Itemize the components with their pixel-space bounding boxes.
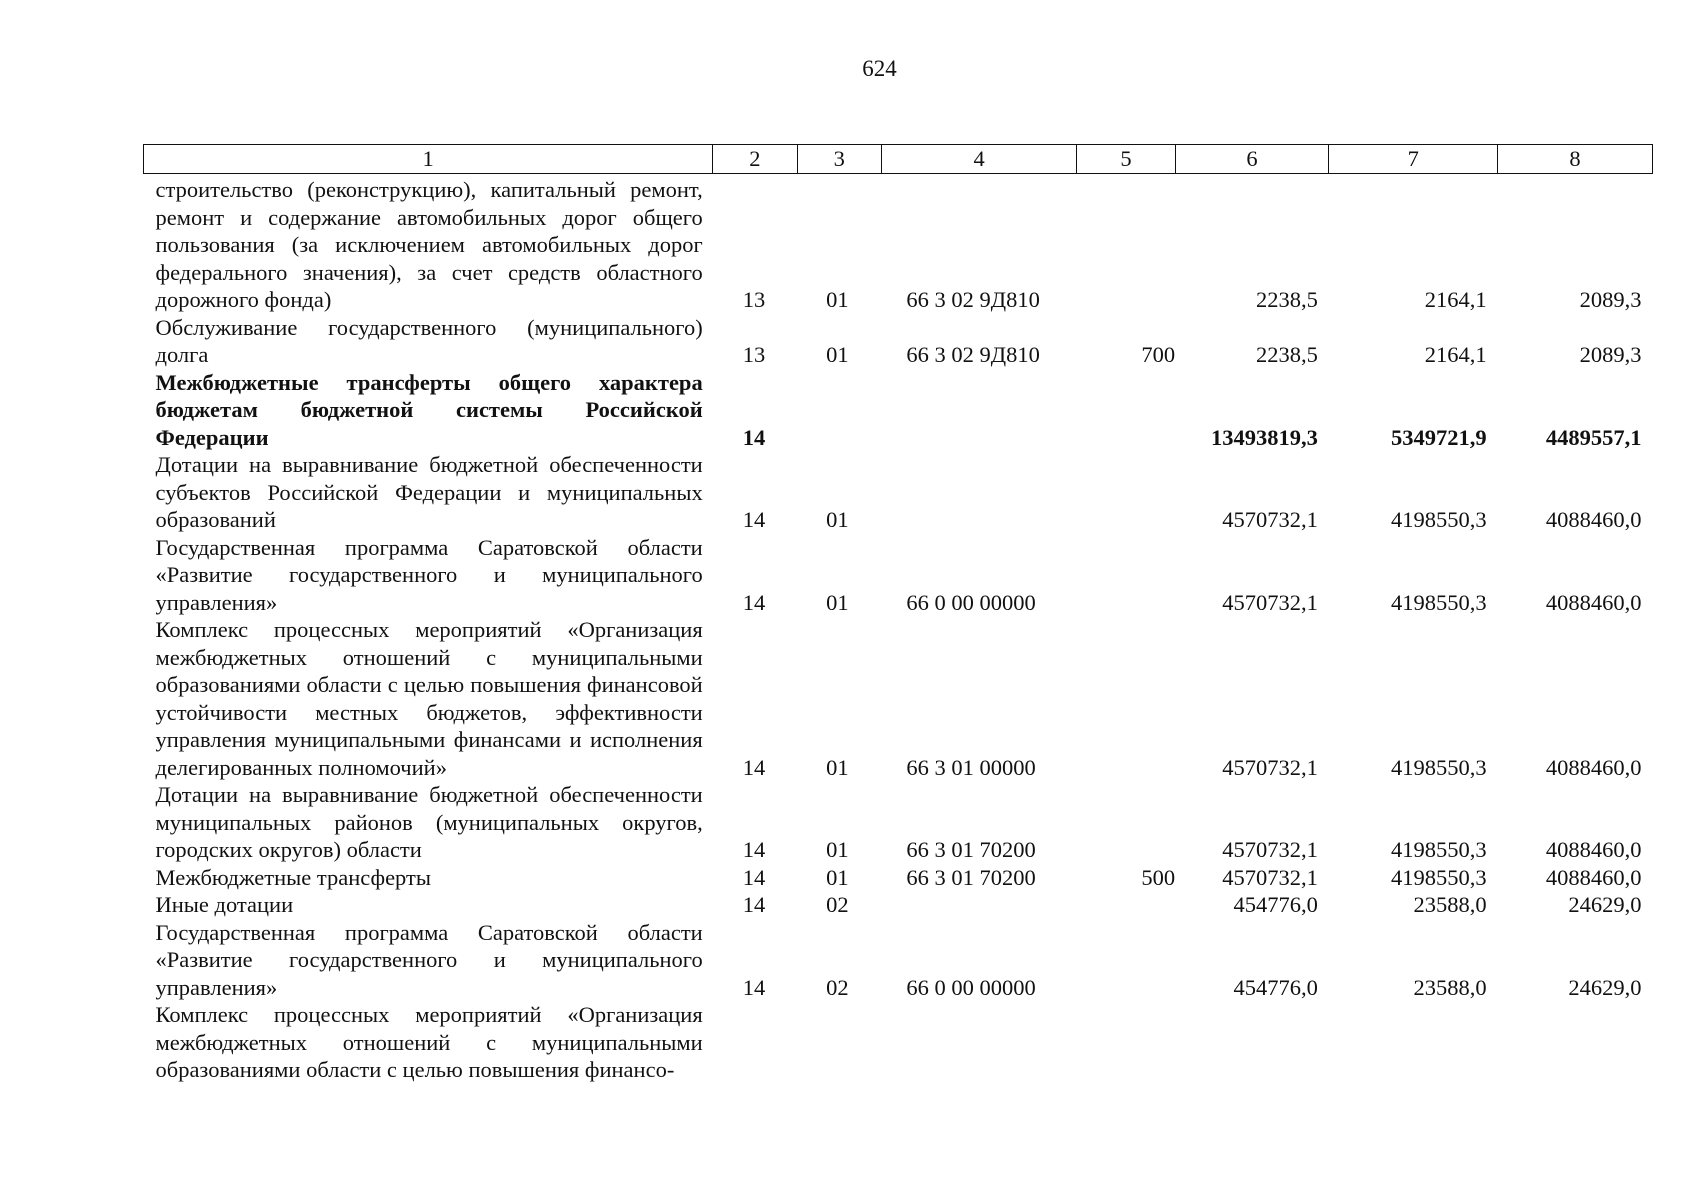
row-value-col8: 4088460,0 [1545, 754, 1642, 780]
table-row [144, 891, 1653, 919]
row-value-col6: 454776,0 [1233, 892, 1318, 917]
row-value-col6: 4570732,1 [1222, 589, 1318, 615]
budget-table [143, 144, 1653, 1084]
row-name: Комплекс процессных мероприятий «Организация межбюджетных отношений с муниципальными образованиями области с целью повышения финансовой устойчивости местных бюджетов, эффективности управления муниципальными финансами и исполнения делегированных полномочий» [155, 617, 703, 780]
row-target-code [881, 451, 1076, 534]
row-section: 14 [742, 974, 766, 1000]
row-subsection: 01 [826, 837, 849, 862]
column-header-2: 2 [713, 145, 797, 174]
column-header-6: 6 [1175, 145, 1329, 174]
row-name: Иные дотации [155, 892, 294, 917]
row-value-col8: 4088460,0 [1545, 507, 1642, 532]
row-section: 14 [742, 754, 766, 780]
column-header-3: 3 [797, 145, 881, 174]
table-row [144, 176, 1653, 314]
row-value-col7: 23588,0 [1413, 892, 1487, 917]
row-expense-type [1077, 616, 1175, 781]
row-target-code: 66 3 01 70200 [906, 864, 1036, 890]
column-header-5: 5 [1077, 145, 1175, 174]
table-body [144, 174, 1653, 1084]
row-expense-type: 500 [1141, 864, 1176, 890]
row-name: Дотации на выравнивание бюджетной обеспеченности муниципальных районов (муниципальных округов, городских округов) области [155, 782, 703, 862]
table-row [144, 369, 1653, 452]
row-value-col8: 4088460,0 [1545, 837, 1642, 862]
row-section: 14 [742, 589, 766, 615]
row-value-col8 [1498, 1001, 1653, 1084]
row-expense-type [1077, 176, 1175, 314]
row-value-col8: 4489557,1 [1545, 424, 1642, 450]
row-name: Межбюджетные трансферты общего характера бюджетам бюджетной системы Российской Федерации [155, 369, 703, 450]
row-value-col6: 2238,5 [1256, 342, 1318, 367]
row-subsection: 01 [826, 287, 849, 312]
row-value-col6: 4570732,1 [1222, 837, 1318, 862]
row-value-col6: 13493819,3 [1211, 424, 1318, 450]
row-section [713, 1001, 797, 1084]
table-row [144, 781, 1653, 864]
page-number: 624 [862, 56, 897, 81]
row-target-code: 66 0 00 00000 [906, 974, 1036, 1000]
row-value-col7: 4198550,3 [1390, 754, 1487, 780]
row-value-col6: 4570732,1 [1222, 754, 1318, 780]
row-value-col8: 2089,3 [1579, 342, 1642, 367]
row-target-code: 66 0 00 00000 [906, 589, 1036, 615]
row-value-col6: 4570732,1 [1222, 864, 1318, 890]
row-subsection: 01 [826, 507, 849, 532]
row-target-code [881, 891, 1076, 919]
row-subsection: 01 [826, 754, 849, 780]
row-expense-type [1077, 369, 1175, 452]
row-value-col6: 454776,0 [1233, 974, 1318, 1000]
row-name: строительство (реконструкцию), капитальный ремонт, ремонт и содержание автомобильных дорог общего пользования (за исключением автомобильных дорог федерального значения), за счет средств областного дорожного фонда) [155, 177, 703, 312]
row-value-col6: 2238,5 [1256, 287, 1318, 312]
row-name: Обслуживание государственного (муниципального) долга [155, 314, 703, 367]
row-section: 14 [742, 892, 766, 917]
row-value-col7: 5349721,9 [1390, 424, 1487, 450]
row-target-code [881, 369, 1076, 452]
row-expense-type [1077, 891, 1175, 919]
column-header-7: 7 [1329, 145, 1498, 174]
row-subsection: 02 [826, 974, 849, 1000]
row-value-col8: 24629,0 [1568, 974, 1642, 1000]
row-section: 13 [742, 342, 766, 367]
row-target-code [881, 1001, 1076, 1084]
table-row [144, 451, 1653, 534]
row-subsection: 01 [826, 864, 849, 890]
row-subsection: 01 [826, 589, 849, 615]
row-value-col6 [1175, 1001, 1329, 1084]
row-name: Государственная программа Саратовской области «Развитие государственного и муниципального управления» [155, 919, 703, 1000]
row-expense-type [1077, 451, 1175, 534]
row-value-col8: 2089,3 [1579, 287, 1642, 312]
row-section: 14 [742, 837, 766, 862]
table-row [144, 864, 1653, 892]
column-header-4: 4 [881, 145, 1076, 174]
row-section: 14 [742, 507, 766, 532]
row-name: Дотации на выравнивание бюджетной обеспеченности субъектов Российской Федерации и муниципальных образований [155, 452, 703, 532]
row-name: Государственная программа Саратовской области «Развитие государственного и муниципального управления» [155, 534, 703, 615]
row-value-col7: 4198550,3 [1390, 837, 1487, 862]
row-section: 13 [742, 287, 766, 312]
row-target-code: 66 3 01 00000 [906, 754, 1036, 780]
row-value-col7 [1329, 1001, 1498, 1084]
row-section: 14 [742, 424, 766, 450]
row-value-col7: 2164,1 [1424, 287, 1487, 312]
row-expense-type [1077, 534, 1175, 617]
row-value-col8: 24629,0 [1568, 892, 1642, 917]
row-value-col7: 4198550,3 [1390, 864, 1487, 890]
column-header-8: 8 [1498, 145, 1653, 174]
row-expense-type [1077, 1001, 1175, 1084]
table-row [144, 919, 1653, 1002]
row-value-col8: 4088460,0 [1545, 864, 1642, 890]
row-expense-type [1077, 919, 1175, 1002]
row-subsection: 02 [826, 892, 849, 917]
table-row [144, 1001, 1653, 1084]
header-row [144, 145, 1653, 174]
row-expense-type [1077, 781, 1175, 864]
row-value-col8: 4088460,0 [1545, 589, 1642, 615]
row-target-code: 66 3 02 9Д810 [906, 342, 1040, 367]
table-row [144, 314, 1653, 369]
row-target-code: 66 3 02 9Д810 [906, 287, 1040, 312]
row-expense-type: 700 [1141, 342, 1176, 367]
row-name: Комплекс процессных мероприятий «Организация межбюджетных отношений с муниципальными образованиями области с целью повышения финансо- [155, 1002, 703, 1082]
row-target-code: 66 3 01 70200 [906, 837, 1036, 862]
row-section: 14 [742, 864, 766, 890]
row-name: Межбюджетные трансферты [155, 864, 431, 890]
row-value-col7: 2164,1 [1424, 342, 1487, 367]
row-value-col7: 4198550,3 [1390, 589, 1487, 615]
table-row [144, 616, 1653, 781]
row-value-col7: 23588,0 [1413, 974, 1487, 1000]
row-subsection: 01 [826, 342, 849, 367]
row-value-col7: 4198550,3 [1390, 507, 1487, 532]
column-header-1: 1 [144, 145, 713, 174]
row-subsection [797, 369, 881, 452]
table-row [144, 534, 1653, 617]
row-subsection [797, 1001, 881, 1084]
row-value-col6: 4570732,1 [1222, 507, 1318, 532]
